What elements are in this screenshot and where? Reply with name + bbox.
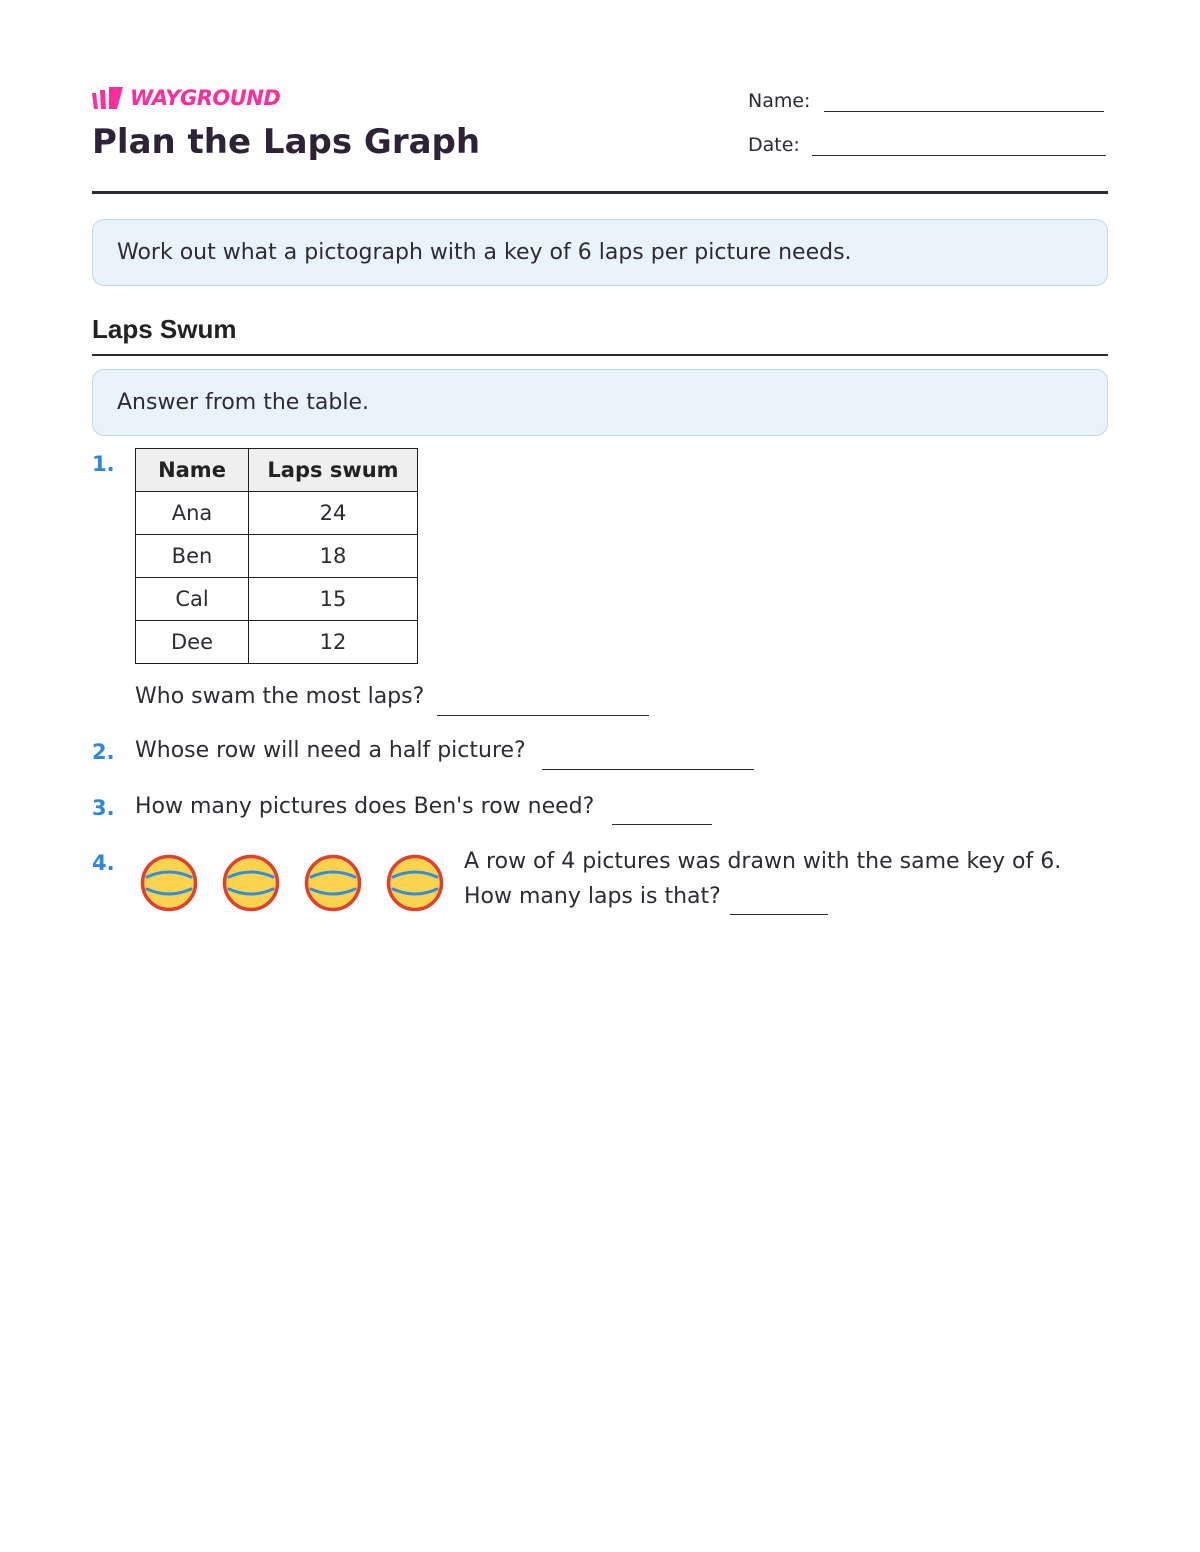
column-header-name: Name bbox=[136, 449, 249, 492]
pictograph-row bbox=[140, 854, 444, 912]
section-divider bbox=[92, 354, 1108, 356]
name-field bbox=[748, 90, 1104, 112]
table-cell-name: Cal bbox=[136, 578, 249, 621]
name-label: Name: bbox=[748, 90, 811, 112]
table-header-row bbox=[136, 449, 418, 492]
question-2-answer-line[interactable] bbox=[542, 769, 754, 770]
question-4-text-line1: A row of 4 pictures was drawn with the same key of 6. bbox=[464, 849, 1062, 874]
question-4-answer-line[interactable] bbox=[730, 914, 828, 915]
question-4-number: 4. bbox=[92, 851, 115, 875]
header-divider bbox=[92, 191, 1108, 194]
brand-logo bbox=[92, 86, 280, 110]
instruction-box bbox=[92, 369, 1108, 436]
table-row bbox=[136, 535, 418, 578]
wayground-logo-icon bbox=[92, 87, 124, 109]
name-input-line[interactable] bbox=[824, 110, 1104, 112]
table-cell-laps: 15 bbox=[249, 578, 418, 621]
table-cell-name: Dee bbox=[136, 621, 249, 664]
table-row bbox=[136, 621, 418, 664]
date-label: Date: bbox=[748, 134, 800, 156]
swim-ball-icon bbox=[386, 854, 444, 912]
intro-text: Work out what a pictograph with a key of 6 laps per picture needs. bbox=[117, 240, 852, 265]
table-row bbox=[136, 492, 418, 535]
date-input-line[interactable] bbox=[812, 154, 1106, 156]
question-3-answer-line[interactable] bbox=[612, 824, 712, 825]
column-header-laps: Laps swum bbox=[249, 449, 418, 492]
instruction-text: Answer from the table. bbox=[117, 390, 370, 415]
table-cell-name: Ana bbox=[136, 492, 249, 535]
question-2-number: 2. bbox=[92, 740, 115, 764]
table-row bbox=[136, 578, 418, 621]
date-field bbox=[748, 134, 1106, 156]
question-1-number: 1. bbox=[92, 452, 115, 476]
page-title: Plan the Laps Graph bbox=[92, 122, 481, 162]
question-3-number: 3. bbox=[92, 796, 115, 820]
swim-ball-icon bbox=[304, 854, 362, 912]
section-title: Laps Swum bbox=[92, 314, 237, 344]
swim-ball-icon bbox=[140, 854, 198, 912]
question-4-text-line2: How many laps is that? bbox=[464, 884, 721, 909]
table-cell-name: Ben bbox=[136, 535, 249, 578]
intro-box bbox=[92, 219, 1108, 286]
question-1-answer-line[interactable] bbox=[437, 715, 649, 716]
brand-name: WAYGROUND bbox=[130, 86, 281, 110]
laps-table bbox=[135, 448, 418, 664]
table-cell-laps: 18 bbox=[249, 535, 418, 578]
question-2-text: Whose row will need a half picture? bbox=[135, 738, 526, 763]
question-3-text: How many pictures does Ben's row need? bbox=[135, 794, 595, 819]
swim-ball-icon bbox=[222, 854, 280, 912]
table-cell-laps: 12 bbox=[249, 621, 418, 664]
table-cell-laps: 24 bbox=[249, 492, 418, 535]
question-1-text: Who swam the most laps? bbox=[135, 684, 425, 709]
